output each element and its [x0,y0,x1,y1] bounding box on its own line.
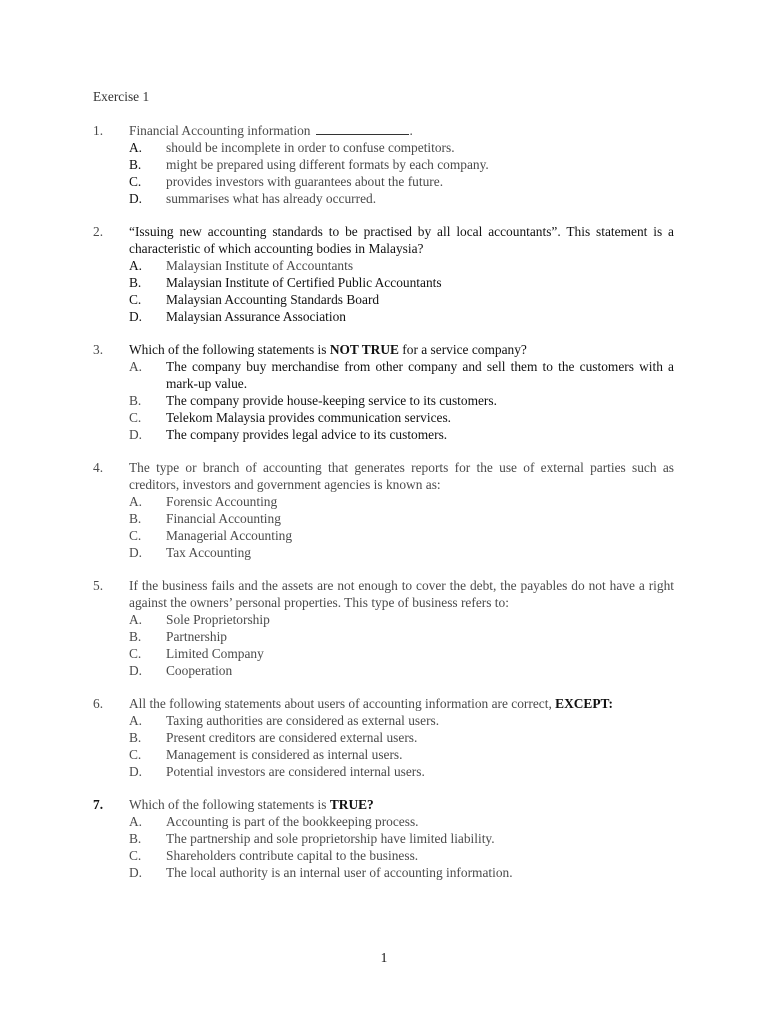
question-number: 3. [93,342,104,357]
option-d: D. Malaysian Assurance Association [129,309,346,324]
page-number: 1 [380,950,388,965]
option-a: A. Accounting is part of the bookkeeping process. [129,814,419,829]
option-c: C. Management is considered as internal users. [129,747,403,762]
question-text: Financial Accounting information . [129,123,413,138]
option-c: C. Telekom Malaysia provides communication services. [129,410,452,425]
option-d: D. The local authority is an internal user of accounting information. [129,865,513,880]
option-d: D. The company provides legal advice to its customers. [129,427,448,442]
question-number: 2. [93,224,104,239]
option-a: A. Sole Proprietorship [129,612,270,627]
option-b: B. Present creditors are considered external users. [129,730,418,745]
option-d: D. Potential investors are considered internal users. [129,764,425,779]
option-a: A. should be incomplete in order to confuse competitors. [129,140,455,155]
option-d: D. Cooperation [129,663,233,678]
option-a: A. The company buy merchandise from other company and sell them to the customers with a mark-up value. [129,359,674,391]
question-number: 1. [93,123,104,138]
option-c: C. Malaysian Accounting Standards Board [129,292,380,307]
option-c: C. Managerial Accounting [129,528,293,543]
question-number: 7. [93,797,104,812]
emphasis-text: TRUE? [329,797,374,812]
option-a: A. Forensic Accounting [129,494,278,509]
question-6 [93,695,674,780]
emphasis-text: NOT TRUE [329,342,399,357]
option-b: B. Financial Accounting [129,511,281,526]
option-c: C. Shareholders contribute capital to the business. [129,848,419,863]
option-b: B. The company provide house-keeping service to its customers. [129,393,497,408]
option-c: C. provides investors with guarantees about the future. [129,174,444,189]
question-text: All the following statements about users of accounting information are correct, EXCEPT: [129,696,613,711]
question-2 [93,223,674,325]
option-d: D. Tax Accounting [129,545,251,560]
exercise-title: Exercise 1 [93,89,150,104]
option-a: A. Taxing authorities are considered as external users. [129,713,440,728]
question-text: Which of the following statements is NOT TRUE for a service company? [129,342,527,357]
option-b: B. Malaysian Institute of Certified Public Accountants [129,275,442,290]
question-7 [93,796,674,881]
question-3 [93,341,674,443]
question-number: 5. [93,578,104,593]
option-b: B. might be prepared using different formats by each company. [129,157,489,172]
option-a: A. Malaysian Institute of Accountants [129,258,354,273]
question-1 [93,122,674,207]
question-text: The type or branch of accounting that generates reports for the use of external parties such as creditors, investors and government agencies is known as: [129,460,674,492]
question-text: Which of the following statements is TRUE? [129,797,374,812]
question-text: If the business fails and the assets are not enough to cover the debt, the payables do not have a right against the owners’ personal properties. This type of business refers to: [129,578,674,610]
question-5 [93,577,674,679]
emphasis-text: EXCEPT: [555,696,613,711]
answer-blank [316,123,409,135]
question-text: “Issuing new accounting standards to be practised by all local accountants”. This statement is a characteristic of which accounting bodies in Malaysia? [129,224,674,256]
question-number: 6. [93,696,104,711]
question-number: 4. [93,460,104,475]
option-d: D. summarises what has already occurred. [129,191,377,206]
question-4 [93,459,674,561]
document-page [93,88,674,897]
option-c: C. Limited Company [129,646,264,661]
option-b: B. The partnership and sole proprietorship have limited liability. [129,831,495,846]
option-b: B. Partnership [129,629,227,644]
